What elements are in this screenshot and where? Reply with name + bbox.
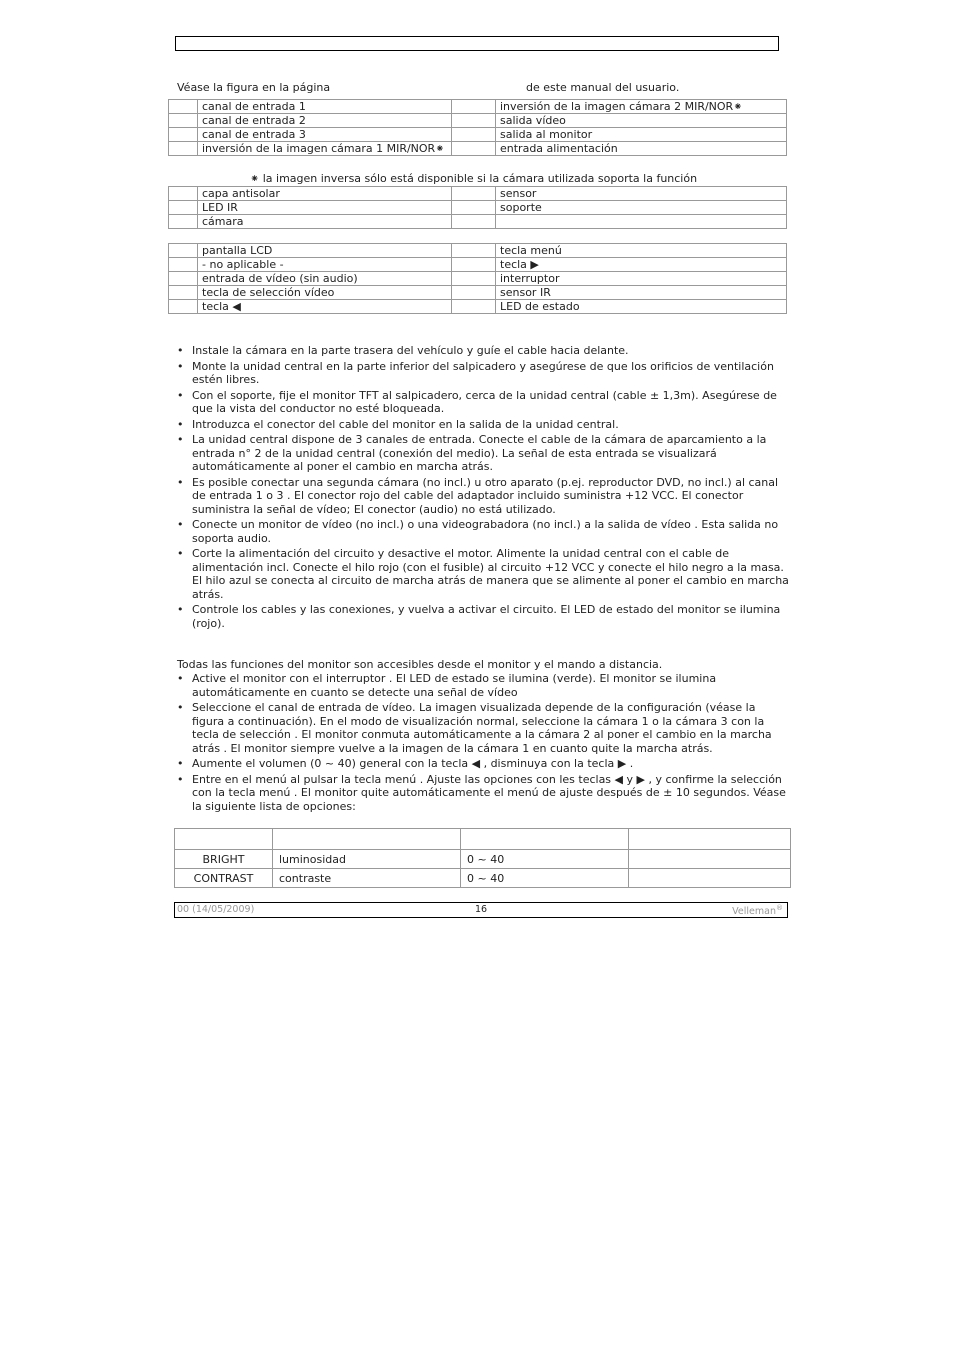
table-cell-number (169, 272, 198, 286)
options-row (175, 850, 791, 869)
table-row (169, 286, 787, 300)
list-item: • Es posible conectar una segunda cámara (no incl.) u otro aparato (p.ej. reproductor DVD, no incl.) al canal de entrada 1 o 3 . El conector rojo del cable del adaptador incluido suministra +12 VCC. El conector suministra la señal de vídeo; El conector (audio) no está utilizado. (177, 476, 789, 517)
options-cell: CONTRAST (175, 869, 273, 888)
options-table (174, 828, 791, 888)
list-item: • Corte la alimentación del circuito y desactive el motor. Alimente la unidad central con el cable de alimentación incl. Conecte el hilo rojo (con el fusible) al circuito +12 VCC y conecte el hilo negro a la masa. El hilo azul se conecta al circuito de marcha atrás de manera que se alimente al poner el cambio en marcha atrás. (177, 547, 789, 601)
table-cell-label (496, 215, 787, 229)
footer-version: 00 (14/05/2009) (177, 904, 255, 915)
table-cell-number (452, 286, 496, 300)
parts-table-3 (168, 243, 787, 314)
options-row (175, 869, 791, 888)
table-cell-label: inversión de la imagen cámara 2 MIR/NOR⁕ (496, 100, 787, 114)
table-cell-label: pantalla LCD (198, 244, 452, 258)
footer-brand (732, 904, 783, 917)
header-box (175, 36, 779, 51)
note-text: ⁕ la imagen inversa sólo está disponible si la cámara utilizada soporta la función (250, 172, 698, 185)
list-item: • Introduzca el conector del cable del monitor en la salida de la unidad central. (177, 418, 789, 432)
options-cell (629, 850, 791, 869)
table-row (169, 272, 787, 286)
list-item: • La unidad central dispone de 3 canales de entrada. Conecte el cable de la cámara de aparcamiento a la entrada n° 2 de la unidad central (conexión del medio). La señal de esta entrada se visualizará automáticamente al poner el cambio en marcha atrás. (177, 433, 789, 474)
table-cell-number (169, 258, 198, 272)
table-cell-number (452, 114, 496, 128)
options-cell: luminosidad (273, 850, 461, 869)
table-row (169, 128, 787, 142)
table-row (169, 142, 787, 156)
table-cell-number (169, 100, 198, 114)
list-item: • Aumente el volumen (0 ~ 40) general con la tecla ◀ , disminuya con la tecla ▶ . (177, 757, 789, 771)
table-cell-number (452, 128, 496, 142)
list-item: • Active el monitor con el interruptor . El LED de estado se ilumina (verde). El monitor se ilumina automáticamente en cuanto se detecte una señal de vídeo (177, 672, 789, 699)
table-row (169, 258, 787, 272)
page-number: 16 (474, 904, 488, 915)
table-row (169, 244, 787, 258)
footer (174, 902, 788, 918)
table-cell-label: cámara (198, 215, 452, 229)
list-item: • Con el soporte, fije el monitor TFT al salpicadero, cerca de la unidad central (cable ± 1,3m). Asegúrese de que la vista del conductor no esté bloqueada. (177, 389, 789, 416)
table-cell-number (169, 128, 198, 142)
usage-steps-list (177, 672, 789, 815)
table-cell-label: canal de entrada 1 (198, 100, 452, 114)
table-cell-label: LED de estado (496, 300, 787, 314)
parts-table-2 (168, 186, 787, 229)
intro-right: de este manual del usuario. (526, 81, 680, 94)
table-row (169, 100, 787, 114)
options-cell: 0 ~ 40 (461, 869, 629, 888)
table-cell-label: salida vídeo (496, 114, 787, 128)
table-cell-number (452, 300, 496, 314)
options-cell: BRIGHT (175, 850, 273, 869)
table-cell-label: tecla menú (496, 244, 787, 258)
table-cell-label: soporte (496, 201, 787, 215)
table-cell-number (169, 142, 198, 156)
options-cell (629, 829, 791, 850)
options-cell (175, 829, 273, 850)
options-cell: 0 ~ 40 (461, 850, 629, 869)
table-cell-label: sensor IR (496, 286, 787, 300)
table-cell-number (452, 201, 496, 215)
table-row (169, 114, 787, 128)
table-cell-label: entrada de vídeo (sin audio) (198, 272, 452, 286)
table-cell-number (169, 244, 198, 258)
brand-name: Velleman (732, 906, 776, 918)
table-cell-number (452, 258, 496, 272)
parts-table-1 (168, 99, 787, 156)
table-row (169, 215, 787, 229)
table-cell-label: sensor (496, 187, 787, 201)
table-cell-label: interruptor (496, 272, 787, 286)
install-steps-list (177, 344, 789, 632)
table-cell-label: inversión de la imagen cámara 1 MIR/NOR⁕ (198, 142, 452, 156)
usage-intro: Todas las funciones del monitor son accesibles desde el monitor y el mando a distancia. (177, 658, 663, 671)
options-cell (273, 829, 461, 850)
table-cell-label: tecla de selección vídeo (198, 286, 452, 300)
options-header-row (175, 829, 791, 850)
list-item: • Monte la unidad central en la parte inferior del salpicadero y asegúrese de que los orificios de ventilación estén libres. (177, 360, 789, 387)
table-cell-number (169, 187, 198, 201)
table-cell-number (452, 244, 496, 258)
list-item: • Instale la cámara en la parte trasera del vehículo y guíe el cable hacia delante. (177, 344, 789, 358)
table-cell-number (169, 286, 198, 300)
table-cell-number (169, 114, 198, 128)
options-cell: contraste (273, 869, 461, 888)
list-item: • Seleccione el canal de entrada de vídeo. La imagen visualizada depende de la configuración (véase la figura a continuación). En el modo de visualización normal, seleccione la cámara 1 o la cámara 3 con la tecla de selección . El monitor conmuta automáticamente a la cámara 2 al poner el cambio en la marcha atrás . El monitor siempre vuelve a la imagen de la cámara 1 en cuanto quite la marcha atrás. (177, 701, 789, 755)
options-cell (461, 829, 629, 850)
table-cell-label: entrada alimentación (496, 142, 787, 156)
table-cell-label: - no aplicable - (198, 258, 452, 272)
table-cell-label: tecla ▶ (496, 258, 787, 272)
table-cell-label: canal de entrada 3 (198, 128, 452, 142)
table-cell-number (452, 100, 496, 114)
table-row (169, 187, 787, 201)
table-cell-number (169, 215, 198, 229)
table-cell-label: LED IR (198, 201, 452, 215)
table-cell-label: tecla ◀ (198, 300, 452, 314)
table-cell-number (452, 272, 496, 286)
table-cell-number (169, 300, 198, 314)
list-item: • Controle los cables y las conexiones, y vuelva a activar el circuito. El LED de estado del monitor se ilumina (rojo). (177, 603, 789, 630)
intro-left: Véase la figura en la página (177, 81, 331, 94)
table-cell-number (169, 201, 198, 215)
table-cell-label: capa antisolar (198, 187, 452, 201)
table-cell-label: canal de entrada 2 (198, 114, 452, 128)
table-row (169, 300, 787, 314)
options-cell (629, 869, 791, 888)
table-cell-label: salida al monitor (496, 128, 787, 142)
list-item: • Entre en el menú al pulsar la tecla menú . Ajuste las opciones con les teclas ◀ y ▶ , y confirme la selección con la tecla menú . El monitor quite automáticamente el menú de ajuste después de ± 10 segundos. Véase la siguiente lista de opciones: (177, 773, 789, 814)
table-cell-number (452, 187, 496, 201)
list-item: • Conecte un monitor de vídeo (no incl.) o una videograbadora (no incl.) a la salida de vídeo . Esta salida no soporta audio. (177, 518, 789, 545)
registered-mark: ® (776, 904, 783, 912)
table-row (169, 201, 787, 215)
table-cell-number (452, 215, 496, 229)
table-cell-number (452, 142, 496, 156)
